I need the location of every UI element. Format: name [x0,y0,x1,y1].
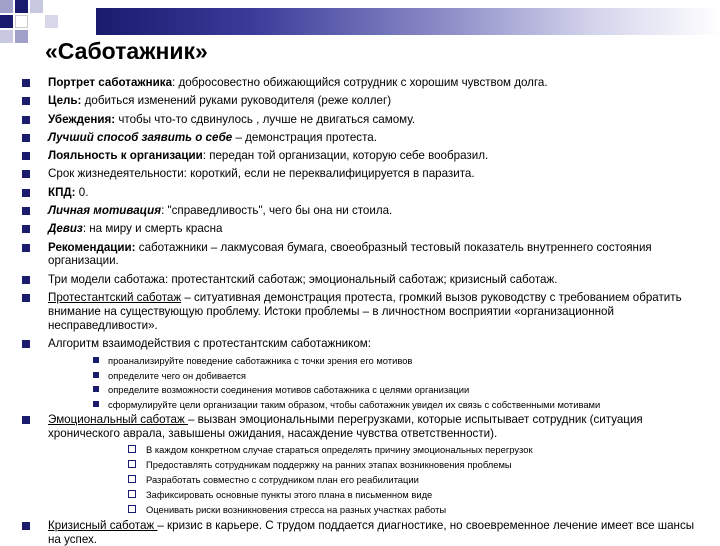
bullet-item [0,241,720,269]
bullet-item [0,355,720,366]
bullet-square-icon [128,505,136,513]
bullet-item [0,459,720,470]
bullet-square-icon [93,386,99,392]
decor-square [15,30,28,43]
bullet-item [0,384,720,395]
bullet-square-icon [22,170,30,178]
decor-square [0,30,13,43]
bullet-square-icon [22,189,30,197]
bullet-item [0,76,720,90]
item-text: чтобы что-то сдвинулось , лучше не двигаться самому. [115,112,416,126]
bullet-item [0,489,720,500]
item-label: Рекомендации: [48,240,136,254]
item-text: – ситуативная демонстрация протеста, громкий вызов руководству с требованием обратить внимание на существующую проблему. Истоки проблемы – в личностном восприятии «организационной несправедливости». [48,291,682,332]
item-text: Предоставлять сотрудникам поддержку на ранних этапах возникновения проблемы [146,458,512,470]
bullet-square-icon [22,522,30,530]
bullet-square-icon [93,357,99,363]
item-label: Лояльность к организации [48,149,203,163]
header-gradient-band [96,8,720,35]
bullet-item [0,504,720,515]
bullet-square-icon [22,134,30,142]
bullet-square-icon [93,372,99,378]
bullet-square-icon [128,490,136,498]
decor-square [15,0,28,13]
bullet-square-icon [22,340,30,348]
item-text: Три модели саботажа: протестантский саботаж; эмоциональный саботаж; кризисный саботаж. [48,272,558,286]
item-text: определите чего он добивается [108,369,246,381]
bullet-square-icon [22,225,30,233]
item-text: Срок жизнедеятельности: короткий, если не переквалифицируется в паразита. [48,167,475,181]
bullet-square-icon [128,460,136,468]
item-text: : на миру и смерть красна [82,222,223,236]
item-text: – вызван эмоциональными перегрузками, которые испытывает сотрудник (ситуация хронического аврала, завышены ожидания, насаждение чувства ответственности). [48,413,643,441]
item-text: – кризис в карьере. С трудом поддается диагностике, но своевременное лечение имеет все шансы на успех. [48,518,695,546]
item-text: : "справедливость", чего бы она ни стоила. [161,204,393,218]
bullet-square-icon [128,445,136,453]
bullet-item [0,399,720,410]
item-label: Портрет саботажника [48,76,173,89]
slide-content [0,76,720,546]
item-text: Оценивать риски возникновения стресса на разных участках работы [146,503,447,515]
item-text: определите возможности соединения мотивов саботажника с целями организации [108,384,470,396]
bullet-square-icon [22,416,30,424]
item-text: : добросовестно обижающийся сотрудник с хорошим чувством долга. [172,76,548,89]
bullet-square-icon [128,475,136,483]
bullet-item [0,222,720,236]
item-label: Убеждения: [48,112,116,126]
bullet-square-icon [22,116,30,124]
bullet-item [0,519,720,546]
bullet-square-icon [22,244,30,252]
bullet-item [0,444,720,455]
item-text: добиться изменений руками руководителя (реже коллег) [81,94,392,108]
decor-square [15,15,28,28]
bullet-square-icon [22,79,30,87]
item-text: сформулируйте цели организации таким образом, чтобы саботажник увидел их связь с собственными мотивами [108,398,601,410]
bullet-item [0,186,720,200]
bullet-item [0,149,720,163]
decor-square [0,0,13,13]
bullet-item [0,273,720,287]
item-text: саботажники – лакмусовая бумага, своеобразный тестовый показатель внутреннего состояния организации. [48,240,652,268]
bullet-square-icon [22,152,30,160]
decor-square [30,0,43,13]
item-link-label: Протестантский саботаж [48,291,182,305]
item-text: проанализируйте поведение саботажника с точки зрения его мотивов [108,355,413,367]
item-text: : передан той организации, которую себе вообразил. [202,149,489,163]
item-text: 0. [75,185,89,199]
item-label: Цель: [48,94,82,108]
bullet-item [0,94,720,108]
bullet-item [0,474,720,485]
bullet-square-icon [22,97,30,105]
bullet-item [0,413,720,441]
item-label: КПД: [48,185,76,199]
item-text: Алгоритм взаимодействия с протестантским саботажником: [48,336,371,350]
bullet-square-icon [22,276,30,284]
bullet-item [0,337,720,351]
decor-square [0,15,13,28]
decor-square [45,15,58,28]
item-label: Личная мотивация [48,204,162,218]
item-link-label: Кризисный саботаж [48,518,158,532]
item-label: Лучший способ заявить о себе [48,130,233,144]
bullet-square-icon [93,401,99,407]
bullet-item [0,204,720,218]
item-text: – демонстрация протеста. [232,130,377,144]
item-text: В каждом конкретном случае стараться определять причину эмоциональных перегрузок [146,443,533,455]
bullet-item [0,113,720,127]
bullet-square-icon [22,207,30,215]
item-label: Девиз [48,222,83,236]
main-bullet-list [0,76,720,546]
item-link-label: Эмоциональный саботаж [48,413,188,427]
bullet-square-icon [22,294,30,302]
bullet-item [0,131,720,145]
item-text: Зафиксировать основные пункты этого плана в письменном виде [146,488,433,500]
bullet-item [0,167,720,181]
item-text: Разработать совместно с сотрудником план его реабилитации [146,473,419,485]
slide-title: «Саботажник» [45,38,208,64]
bullet-item [0,291,720,332]
bullet-item [0,370,720,381]
